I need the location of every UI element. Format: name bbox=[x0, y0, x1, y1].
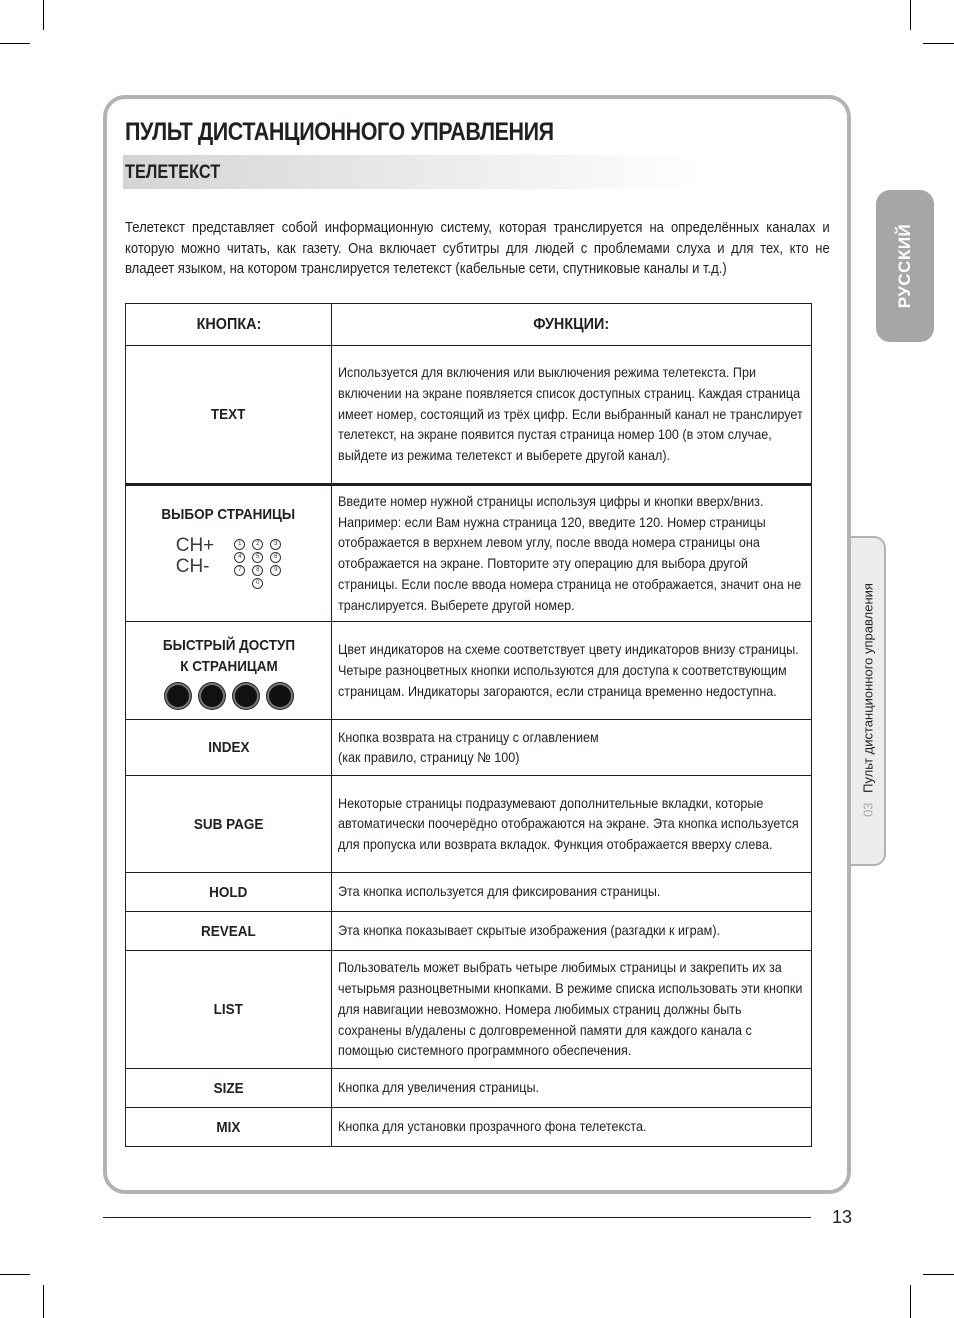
header-button: КНОПКА: bbox=[126, 304, 332, 346]
function-cell: Цвет индикаторов на схеме соответствует цвету индикаторов внизу страницы. Четыре разноцветных кнопки используются для доступа к соответствующим страницам. Индикаторы загораются, если страница временно недоступна. bbox=[332, 622, 812, 720]
color-button-icon bbox=[201, 685, 223, 707]
digit-3-icon: 3 bbox=[270, 539, 281, 550]
crop-mark bbox=[43, 0, 44, 30]
language-label: РУССКИЙ bbox=[895, 223, 914, 309]
key-hold: HOLD bbox=[126, 873, 332, 912]
digit-9-icon: 9 bbox=[270, 565, 281, 576]
digit-2-icon: 2 bbox=[252, 539, 263, 550]
crop-mark bbox=[43, 1285, 44, 1318]
digit-0-icon: 0 bbox=[252, 578, 263, 589]
function-cell: Эта кнопка показывает скрытые изображения (разгадки к играм). bbox=[332, 912, 812, 951]
header-functions: ФУНКЦИИ: bbox=[332, 304, 812, 346]
page-title: ПУЛЬТ ДИСТАНЦИОННОГО УПРАВЛЕНИЯ bbox=[125, 118, 554, 146]
key-page-select: ВЫБОР СТРАНИЦЫ CH+ CH- 1 2 3 4 5 6 7 8 9 0 bbox=[126, 485, 332, 622]
color-button-icon bbox=[235, 685, 257, 707]
chapter-label bbox=[861, 583, 876, 817]
table-row bbox=[126, 1069, 812, 1108]
chapter-title: Пульт дистанционного управления bbox=[860, 583, 876, 793]
key-fast-access: БЫСТРЫЙ ДОСТУП К СТРАНИЦАМ bbox=[126, 622, 332, 720]
key-sub-page: SUB PAGE bbox=[126, 776, 332, 873]
key-text: TEXT bbox=[126, 346, 332, 485]
table-row bbox=[126, 720, 812, 776]
key-list: LIST bbox=[126, 951, 332, 1069]
color-buttons-icon bbox=[132, 685, 325, 707]
footer-rule bbox=[103, 1217, 811, 1218]
page-number: 13 bbox=[832, 1207, 853, 1227]
table-row bbox=[126, 912, 812, 951]
table-row bbox=[126, 622, 812, 720]
function-cell: Некоторые страницы подразумевают дополнительные вкладки, которые автоматически поочерёдно отображаются на экране. Эта кнопка используется для пропуска или возврата вкладок. Функция отображается вверху слева. bbox=[332, 776, 812, 873]
function-cell: Кнопка для увеличения страницы. bbox=[332, 1069, 812, 1108]
function-cell: Введите номер нужной страницы используя цифры и кнопки вверх/вниз. Например: если Вам нужна страница 120, введите 120. Номер страницы отображается в верхнем левом углу, после ввода номера страницы она отображается на экране. Повторите эту операцию для выбора другой страницы. Если после ввода номера страница не отображается, значит она не транслируется. Выберете другой номер. bbox=[332, 485, 812, 622]
crop-mark bbox=[910, 1285, 911, 1318]
table-row bbox=[126, 776, 812, 873]
digit-6-icon: 6 bbox=[270, 552, 281, 563]
crop-mark bbox=[0, 1274, 30, 1275]
chapter-number: 03 bbox=[860, 802, 876, 817]
color-button-icon bbox=[167, 685, 189, 707]
table-row bbox=[126, 346, 812, 485]
number-pad-icon bbox=[234, 539, 281, 589]
key-mix: MIX bbox=[126, 1108, 332, 1147]
crop-mark bbox=[923, 1274, 954, 1275]
section-title: ТЕЛЕТЕКСТ bbox=[125, 162, 221, 183]
function-cell: Пользователь может выбрать четыре любимых страницы и закрепить их за четырьмя разноцветными кнопками. В режиме списка использовать эти кнопки для навигации невозможно. Номера любимых страниц должны быть сохранены в/удалены с долговременной памяти для каждого канала с помощью системного программного обеспечения. bbox=[332, 951, 812, 1069]
table-row bbox=[126, 485, 812, 622]
digit-5-icon: 5 bbox=[252, 552, 263, 563]
key-size: SIZE bbox=[126, 1069, 332, 1108]
key-index: INDEX bbox=[126, 720, 332, 776]
keypad-icon bbox=[132, 535, 325, 589]
function-cell: Используется для включения или выключения режима телетекста. При включении на экране появляется список доступных страниц. Каждая страница имеет номер, состоящий из трёх цифр. Если выбранный канал не транслирует телетекст, на экране появится пустая страница номер 100 (в этом случае, выйдете из режима телетекст и выберете другой канал). bbox=[332, 346, 812, 485]
crop-mark bbox=[0, 43, 30, 44]
table-row bbox=[126, 873, 812, 912]
digit-4-icon: 4 bbox=[234, 552, 245, 563]
crop-mark bbox=[923, 43, 954, 44]
channel-buttons-icon: CH+ CH- bbox=[175, 535, 215, 577]
color-button-icon bbox=[269, 685, 291, 707]
key-reveal: REVEAL bbox=[126, 912, 332, 951]
function-cell: Эта кнопка используется для фиксирования страницы. bbox=[332, 873, 812, 912]
function-cell: Кнопка для установки прозрачного фона телетекста. bbox=[332, 1108, 812, 1147]
crop-mark bbox=[910, 0, 911, 30]
table-row bbox=[126, 951, 812, 1069]
digit-7-icon: 7 bbox=[234, 565, 245, 576]
digit-8-icon: 8 bbox=[252, 565, 263, 576]
table-row bbox=[126, 1108, 812, 1147]
teletext-buttons-table bbox=[125, 303, 812, 1147]
table-header-row bbox=[126, 304, 812, 346]
digit-1-icon: 1 bbox=[234, 539, 245, 550]
function-cell: Кнопка возврата на страницу с оглавлением (как правило, страницу № 100) bbox=[332, 720, 812, 776]
intro-paragraph: Телетекст представляет собой информационную систему, которая транслируется на определённых каналах и которую можно читать, как газету. Она включает субтитры для людей с проблемами слуха и для тех, кто не владеет языком, на котором транслируется телетекст (кабельные сети, спутниковые каналы и т.д.) bbox=[125, 220, 830, 277]
